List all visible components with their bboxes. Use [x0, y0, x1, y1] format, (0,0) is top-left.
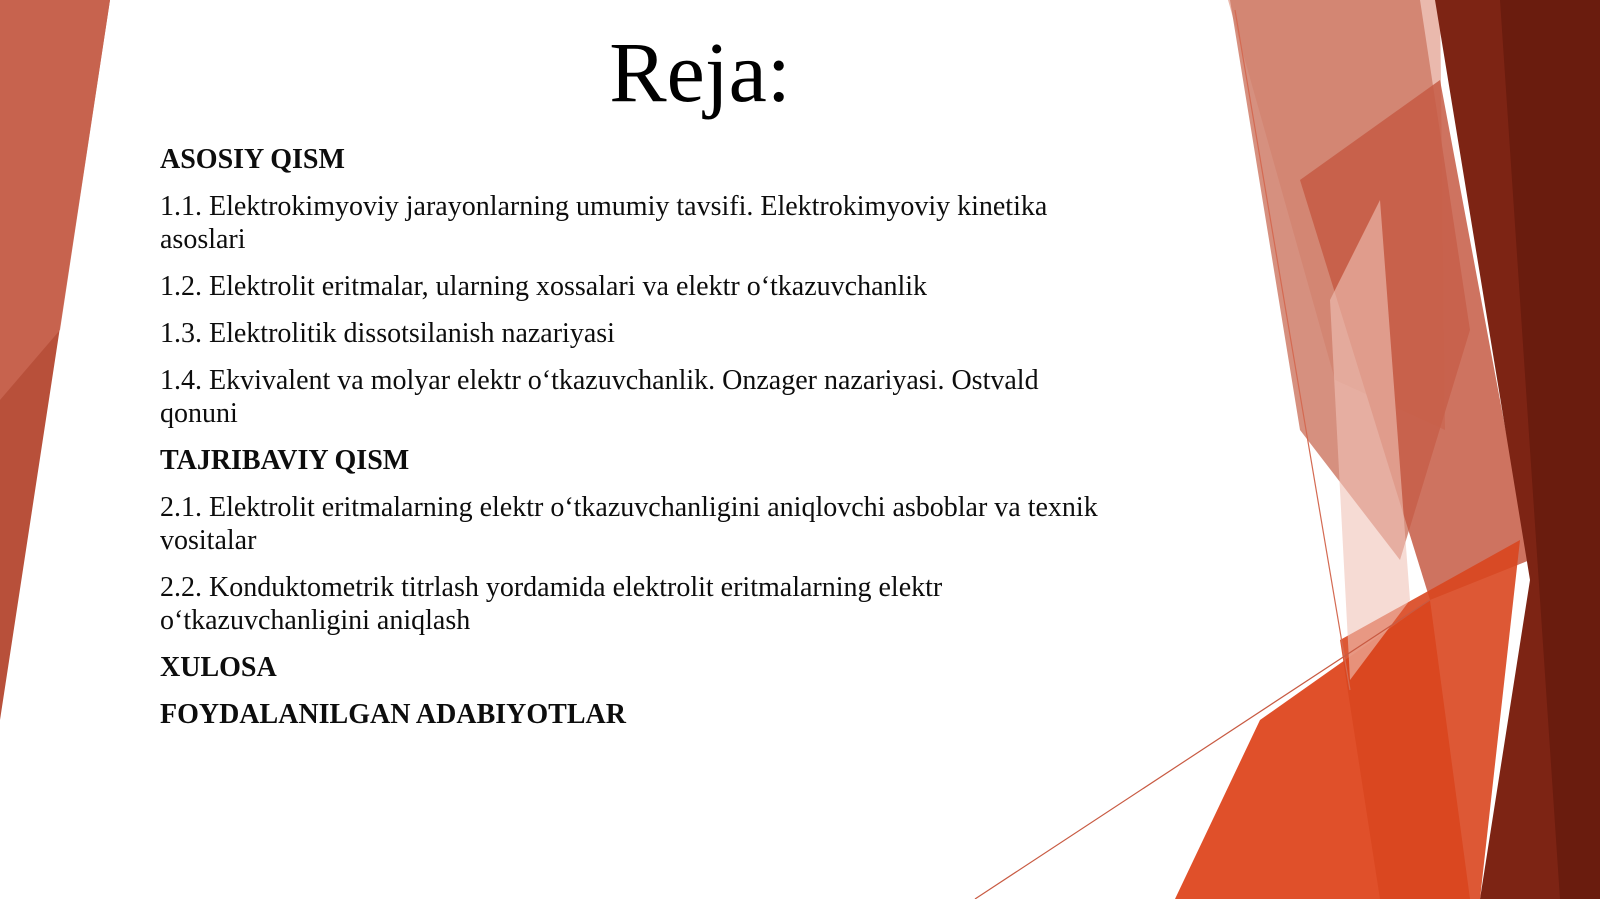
plan-item-1-2: 1.2. Elektrolit eritmalar, ularning xossalari va elektr o‘tkazuvchanlik: [160, 271, 928, 302]
section-heading-adabiyotlar: FOYDALANILGAN ADABIYOTLAR: [160, 699, 626, 730]
section-heading-xulosa: XULOSA: [160, 652, 277, 683]
plan-item-1-4: 1.4. Ekvivalent va molyar elektr o‘tkazuvchanlik. Onzager nazariyasi. Ostvald qonuni: [160, 365, 1039, 429]
section-heading-tajribaviy: TAJRIBAVIY QISM: [160, 445, 410, 476]
plan-item-1-1: 1.1. Elektrokimyoviy jarayonlarning umumiy tavsifi. Elektrokimyoviy kinetika asoslari: [160, 191, 1048, 255]
slide-title: Reja:: [609, 24, 791, 120]
plan-item-2-1: 2.1. Elektrolit eritmalarning elektr o‘tkazuvchanligini aniqlovchi asboblar va texnik vositalar: [160, 492, 1098, 556]
plan-item-1-3: 1.3. Elektrolitik dissotsilanish nazariyasi: [160, 318, 615, 349]
section-heading-asosiy: ASOSIY QISM: [160, 144, 345, 175]
plan-item-2-2: 2.2. Konduktometrik titrlash yordamida elektrolit eritmalarning elektr o‘tkazuvchanligini aniqlash: [160, 572, 943, 636]
plan-list: [160, 143, 1120, 745]
